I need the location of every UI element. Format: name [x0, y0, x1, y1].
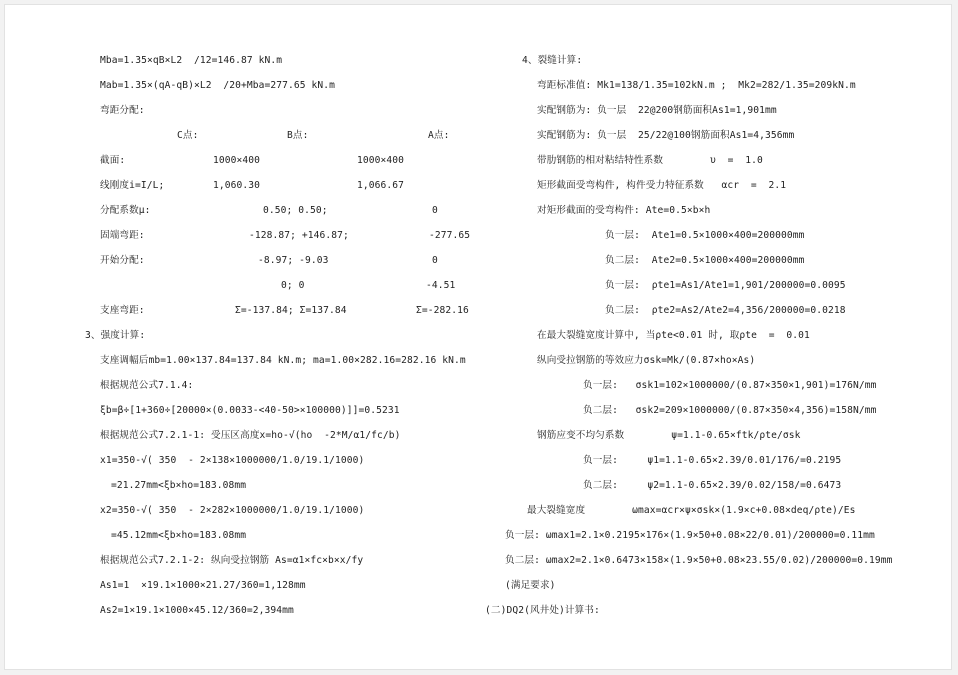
acr-coefficient: 矩形截面受弯构件, 构件受力特征系数 αcr = 2.1 [537, 180, 787, 191]
start-distribution-label: 开始分配: [100, 255, 145, 266]
sigma-title: 纵向受拉钢筋的等效应力σsk=Mk/(0.87×ho×As) [537, 355, 756, 366]
section-c: 1000×400 [213, 155, 261, 166]
xi-b-formula: ξb=β÷[1+360÷[20000×(0.0033-<40-50>×100000)]]=0.5231 [100, 405, 400, 416]
spec-7-2-1-2: 根据规范公式7.2.1-2: 纵向受拉钢筋 As=α1×fc×b×x/fy [100, 555, 364, 566]
psi2-formula: 负二层: ψ2=1.1-0.65×2.39/0.02/158/=0.6473 [583, 480, 842, 491]
psi1-formula: 负一层: ψ1=1.1-0.65×2.39/0.01/176/=0.2195 [583, 455, 842, 466]
x1-formula: x1=350-√( 350 - 2×138×1000000/1.0/19.1/1000) [100, 455, 365, 466]
strength-title: 3、强度计算: [85, 330, 146, 341]
section-label: 截面: [100, 155, 126, 166]
stiffness-c: 1,060.30 [213, 180, 261, 191]
start-distribution-b: -8.97; -9.03 [258, 255, 329, 266]
spec-7-1-4: 根据规范公式7.1.4: [100, 380, 194, 391]
support-moment-a: Σ=-282.16 [416, 305, 469, 316]
support-moment-label: 支座弯距: [100, 305, 145, 316]
crack-title: 4、裂缝计算: [522, 55, 583, 66]
support-moment-b: Σ=-137.84; Σ=137.84 [235, 305, 347, 316]
spec-7-2-1-1: 根据规范公式7.2.1-1: 受压区高度x=ho-√(ho -2*M/α1/fc/b) [100, 430, 401, 441]
ate-formula: 对矩形截面的受弯构件: Ate=0.5×b×h [537, 205, 711, 216]
fixed-end-b: -128.87; +146.87; [249, 230, 349, 241]
section-b: 1000×400 [357, 155, 405, 166]
ate2-formula: 负二层: Ate2=0.5×1000×400=200000mm [605, 255, 805, 266]
distribution-factor-a: 0 [432, 205, 438, 216]
x2-formula: x2=350-√( 350 - 2×282×1000000/1.0/19.1/1000) [100, 505, 365, 516]
rebar-layer2: 实配钢筋为: 负一层 25/22@100钢筋面积As1=4,356mm [537, 130, 795, 141]
mk-formula: 弯距标准值: Mk1=138/1.35=102kN.m ; Mk2=282/1.35=209kN.m [537, 80, 856, 91]
start-distribution-a: 0 [432, 255, 438, 266]
fixed-end-label: 固端弯距: [100, 230, 145, 241]
as1-formula: As1=1 ×19.1×1000×21.27/360=1,128mm [100, 580, 306, 591]
bond-coefficient: 带肋钢筋的相对粘结特性系数 υ = 1.0 [537, 155, 763, 166]
ate1-formula: 负一层: Ate1=0.5×1000×400=200000mm [605, 230, 805, 241]
mba-formula: Mba=1.35×qB×L2 /12=146.87 kN.m [100, 55, 283, 66]
stiffness-b: 1,066.67 [357, 180, 405, 191]
next-section-title: (二)DQ2(风井处)计算书: [485, 605, 600, 616]
rho2-formula: 负二层: ρte2=As2/Ate2=4,356/200000=0.0218 [605, 305, 846, 316]
header-a: A点: [428, 130, 450, 141]
stiffness-label: 线刚度i=I/L; [100, 180, 165, 191]
sigma1-formula: 负一层: σsk1=102×1000000/(0.87×350×1,901)=176N/mm [583, 380, 877, 391]
adjusted-moments: 支座调幅后mb=1.00×137.84=137.84 kN.m; ma=1.00×282.16=282.16 kN.m [100, 355, 466, 366]
as2-formula: As2=1×19.1×1000×45.12/360=2,394mm [100, 605, 294, 616]
rho-note: 在最大裂缝宽度计算中, 当ρte<0.01 时, 取ρte = 0.01 [537, 330, 810, 341]
x2-result: =45.12mm<ξb×ho=183.08mm [111, 530, 247, 541]
rho1-formula: 负一层: ρte1=As1/Ate1=1,901/200000=0.0095 [605, 280, 846, 291]
fixed-end-a: -277.65 [429, 230, 471, 241]
x1-result: =21.27mm<ξb×ho=183.08mm [111, 480, 247, 491]
carry-over-b: 0; 0 [281, 280, 305, 291]
moment-distribution-title: 弯距分配: [100, 105, 145, 116]
psi-title: 钢筋应变不均匀系数 ψ=1.1-0.65×ftk/ρte/σsk [537, 430, 801, 441]
header-c: C点: [177, 130, 199, 141]
wmax-title: 最大裂缝宽度 ωmax=αcr×ψ×σsk×(1.9×c+0.08×deq/ρte)/Es [527, 505, 856, 516]
requirement-satisfied: (满足要求) [505, 580, 556, 591]
distribution-factor-label: 分配系数μ: [100, 205, 151, 216]
header-b: B点: [287, 130, 309, 141]
rebar-layer1: 实配钢筋为: 负一层 22@200钢筋面积As1=1,901mm [537, 105, 777, 116]
distribution-factor-b: 0.50; 0.50; [263, 205, 328, 216]
wmax2-formula: 负二层: ωmax2=2.1×0.6473×158×(1.9×50+0.08×23.55/0.02)/200000=0.19mm [505, 555, 893, 566]
carry-over-a: -4.51 [426, 280, 456, 291]
sigma2-formula: 负二层: σsk2=209×1000000/(0.87×350×4,356)=158N/mm [583, 405, 877, 416]
mab-formula: Mab=1.35×(qA-qB)×L2 /20+Mba=277.65 kN.m [100, 80, 336, 91]
wmax1-formula: 负一层: ωmax1=2.1×0.2195×176×(1.9×50+0.08×22/0.01)/200000=0.11mm [505, 530, 875, 541]
document-page [4, 4, 952, 670]
